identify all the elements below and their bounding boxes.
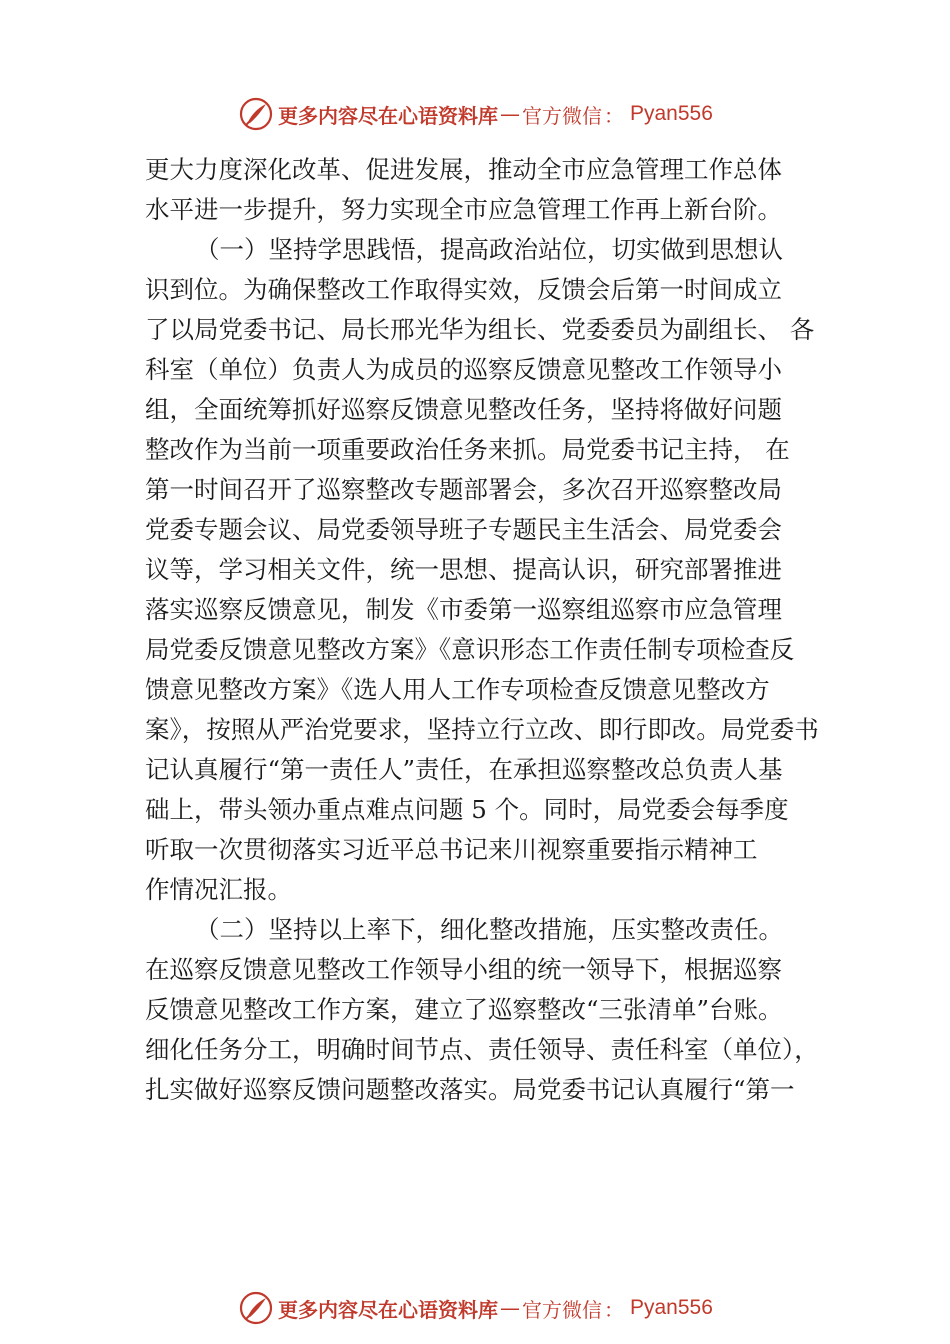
footer-banner bbox=[238, 1288, 713, 1328]
quill-logo-icon bbox=[238, 1290, 274, 1326]
text-line: 局党委反馈意见整改方案》《意识形态工作责任制专项检查反 bbox=[145, 635, 795, 664]
text-line: 反馈意见整改工作方案，建立了巡察整改“三张清单”台账。 bbox=[145, 995, 783, 1024]
wechat-id: Pyan556 bbox=[630, 1296, 713, 1319]
text-line: 第一时间召开了巡察整改专题部署会，多次召开巡察整改局 bbox=[145, 475, 782, 504]
banner-colon: ： bbox=[604, 1297, 624, 1322]
text-line: 落实巡察反馈意见，制发《市委第一巡察组巡察市应急管理 bbox=[145, 595, 782, 624]
wechat-id: Pyan556 bbox=[630, 102, 713, 125]
text-line: 扎实做好巡察反馈问题整改落实。局党委书记认真履行“第一 bbox=[145, 1075, 795, 1104]
text-line: 识到位。为确保整改工作取得实效，反馈会后第一时间成立 bbox=[145, 275, 782, 304]
document-body bbox=[145, 150, 819, 1110]
text-line: 议等，学习相关文件，统一思想、提高认识，研究部署推进 bbox=[145, 555, 782, 584]
quill-logo-icon bbox=[238, 96, 274, 132]
banner-colon: ： bbox=[604, 103, 624, 128]
text-line: 记认真履行“第一责任人”责任，在承担巡察整改总负责人基 bbox=[145, 755, 783, 784]
text-line: 作情况汇报。 bbox=[145, 875, 292, 904]
brand-text: 更多内容尽在心语资料库 bbox=[278, 103, 498, 128]
text-line: 听取一次贯彻落实习近平总书记来川视察重要指示精神工 bbox=[145, 835, 758, 864]
text-line: 整改作为当前一项重要政治任务来抓。局党委书记主持， 在 bbox=[145, 435, 790, 464]
banner-dash: — bbox=[500, 102, 520, 126]
text-line: 水平进一步提升，努力实现全市应急管理工作再上新台阶。 bbox=[145, 195, 782, 224]
header-banner bbox=[238, 94, 713, 134]
text-line: 科室（单位）负责人为成员的巡察反馈意见整改工作领导小 bbox=[145, 355, 782, 384]
banner-dash: — bbox=[500, 1296, 520, 1320]
section-heading-line: （一）坚持学思践悟，提高政治站位，切实做到思想认 bbox=[195, 235, 783, 264]
text-line: 础上，带头领办重点难点问题 5 个。同时，局党委会每季度 bbox=[145, 795, 789, 824]
text-line: 了以局党委书记、局长邢光华为组长、党委委员为副组长、 各 bbox=[145, 315, 815, 344]
wechat-label: 官方微信 bbox=[522, 1297, 602, 1322]
text-line: 案》，按照从严治党要求，坚持立行立改、即行即改。局党委书 bbox=[145, 715, 819, 744]
text-line: 更大力度深化改革、促进发展，推动全市应急管理工作总体 bbox=[145, 155, 782, 184]
brand-text: 更多内容尽在心语资料库 bbox=[278, 1297, 498, 1322]
text-line: 党委专题会议、局党委领导班子专题民主生活会、局党委会 bbox=[145, 515, 782, 544]
text-line: 组，全面统筹抓好巡察反馈意见整改任务，坚持将做好问题 bbox=[145, 395, 782, 424]
text-line: 细化任务分工，明确时间节点、责任领导、责任科室（单位）， bbox=[145, 1035, 819, 1064]
section-heading-line: （二）坚持以上率下，细化整改措施，压实整改责任。 bbox=[195, 915, 783, 944]
wechat-label: 官方微信 bbox=[522, 103, 602, 128]
text-line: 馈意见整改方案》《选人用人工作专项检查反馈意见整改方 bbox=[145, 675, 770, 704]
text-line: 在巡察反馈意见整改工作领导小组的统一领导下，根据巡察 bbox=[145, 955, 782, 984]
